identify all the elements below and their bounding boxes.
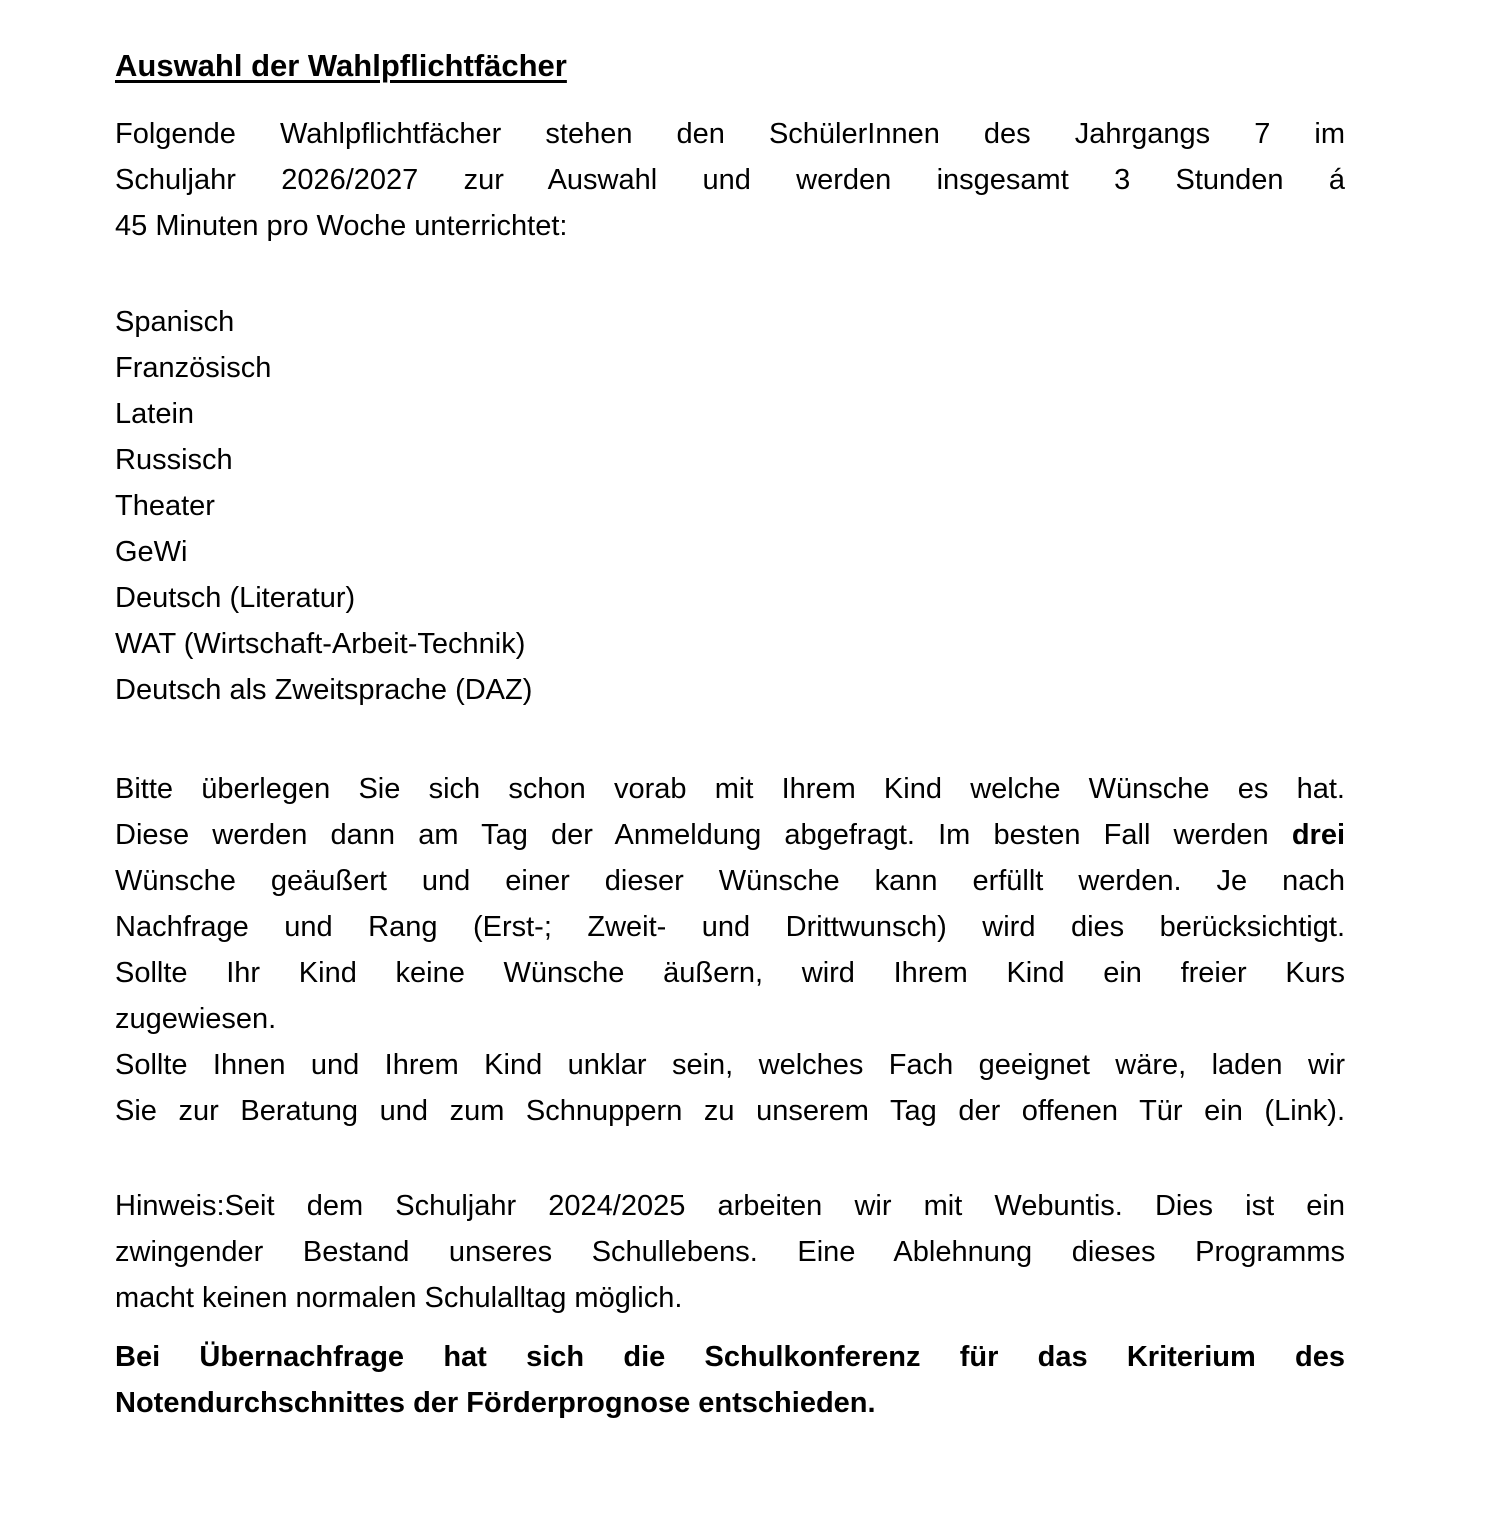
text-run: Latein [115,398,195,430]
subjects-list [115,299,1345,713]
intro-paragraph [115,111,1345,249]
text-run: WAT (Wirtschaft-Arbeit-Technik) [115,628,526,660]
text-run: macht keinen normalen Schulalltag möglich. [115,1282,683,1314]
text-run: Hinweis:Seit dem Schuljahr 2024/2025 arbeiten wir mit Webuntis. Dies ist ein [115,1190,1345,1222]
subject-item [115,575,1345,621]
text-run: Sie zur Beratung und zum Schnuppern zu unserem Tag der offenen Tür ein (Link). [115,1095,1345,1127]
text-run: Wünsche geäußert und einer dieser Wünsche kann erfüllt werden. Je nach [115,865,1345,897]
text-run: Folgende Wahlpflichtfächer stehen den SchülerInnen des Jahrgangs 7 im [115,118,1345,150]
text-line [115,1088,1345,1134]
subject-item [115,483,1345,529]
text-run: Spanisch [115,306,235,338]
text-line [115,1334,1345,1380]
text-line [115,904,1345,950]
text-run: Bitte überlegen Sie sich schon vorab mit Ihrem Kind welche Wünsche es hat. [115,773,1345,805]
webuntis-note-paragraph [115,1183,1345,1321]
text-line [115,1380,1345,1426]
document-title [115,43,1345,89]
text-run: GeWi [115,536,188,568]
text-run: zwingender Bestand unseres Schullebens. Eine Ablehnung dieses Programms [115,1236,1345,1268]
text-run: Russisch [115,444,233,476]
text-line [115,996,1345,1042]
text-run: Sollte Ihr Kind keine Wünsche äußern, wird Ihrem Kind ein freier Kurs [115,957,1345,989]
subject-item [115,667,1345,713]
text-line [115,1183,1345,1229]
text-run: Notendurchschnittes der Förderprognose entschieden. [115,1387,876,1419]
text-line [115,858,1345,904]
oversubscription-criteria-paragraph [115,1334,1345,1426]
text-run: Schuljahr 2026/2027 zur Auswahl und werden insgesamt 3 Stunden á [115,164,1345,196]
text-run: Französisch [115,352,272,384]
text-run: Bei Übernachfrage hat sich die Schulkonferenz für das Kriterium des [115,1341,1345,1373]
text-run: zugewiesen. [115,1003,277,1035]
subject-item [115,391,1345,437]
text-line [115,1275,1345,1321]
subject-item [115,621,1345,667]
text-line [115,812,1345,858]
text-run: Theater [115,490,215,522]
text-line [115,203,1345,249]
text-line [115,766,1345,812]
subject-item [115,345,1345,391]
wishes-paragraph [115,766,1345,1134]
subject-item [115,437,1345,483]
text-line [115,950,1345,996]
text-run: Diese werden dann am Tag der Anmeldung abgefragt. Im besten Fall werden [115,819,1292,851]
text-run: 45 Minuten pro Woche unterrichtet: [115,210,568,242]
text-run: Sollte Ihnen und Ihrem Kind unklar sein, welches Fach geeignet wäre, laden wir [115,1049,1345,1081]
text-line [115,111,1345,157]
subject-item [115,299,1345,345]
text-line [115,1042,1345,1088]
text-line [115,157,1345,203]
document-title-text: Auswahl der Wahlpflichtfächer [115,48,567,83]
subject-item [115,529,1345,575]
text-line [115,1229,1345,1275]
text-run: Nachfrage und Rang (Erst-; Zweit- und Drittwunsch) wird dies berücksichtigt. [115,911,1345,943]
text-run: drei [1291,819,1345,851]
text-run: Deutsch als Zweitsprache (DAZ) [115,674,533,706]
text-run: Deutsch (Literatur) [115,582,356,614]
